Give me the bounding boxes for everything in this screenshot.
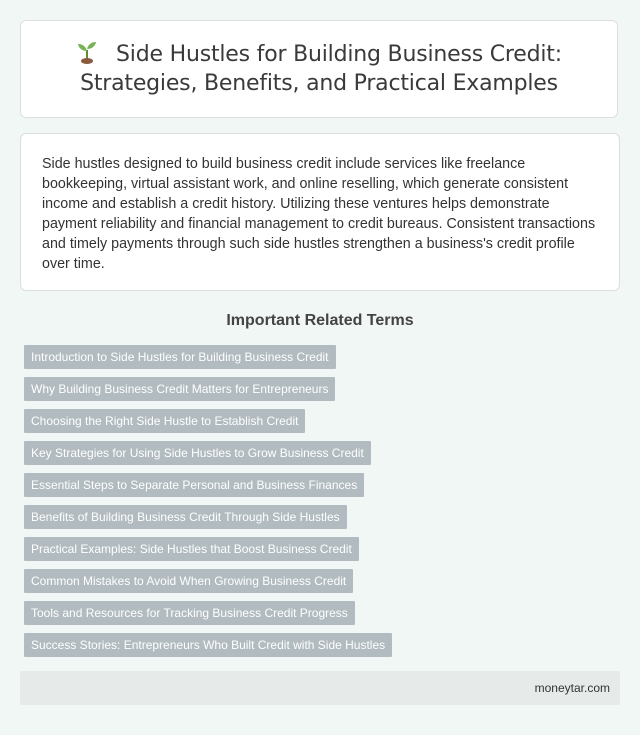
sprout-icon <box>76 40 98 64</box>
list-item <box>24 409 392 441</box>
list-item <box>24 569 392 601</box>
term-tag[interactable]: Key Strategies for Using Side Hustles to Grow Business Credit <box>24 441 371 465</box>
term-tag[interactable]: Common Mistakes to Avoid When Growing Business Credit <box>24 569 353 593</box>
title-card <box>20 20 618 118</box>
title-line-1: Side Hustles for Building Business Credit: <box>116 42 562 67</box>
page-title <box>76 40 562 98</box>
term-tag[interactable]: Essential Steps to Separate Personal and Business Finances <box>24 473 364 497</box>
summary-text: Side hustles designed to build business credit include services like freelance bookkeeping, virtual assistant work, and online reselling, which generate consistent income and establish a credit history. Utilizing these ventures helps demonstrate payment reliability and financial management to credit bureaus. Consistent transactions and timely payments through such side hustles strengthen a business's credit profile over time. <box>42 156 596 272</box>
list-item <box>24 537 392 569</box>
related-terms-list <box>24 345 392 665</box>
list-item <box>24 345 392 377</box>
source-label: moneytar.com <box>534 681 610 695</box>
list-item <box>24 505 392 537</box>
list-item <box>24 601 392 633</box>
list-item <box>24 377 392 409</box>
title-line-2: Strategies, Benefits, and Practical Examples <box>80 71 558 96</box>
term-tag[interactable]: Benefits of Building Business Credit Through Side Hustles <box>24 505 347 529</box>
list-item <box>24 633 392 665</box>
term-tag[interactable]: Why Building Business Credit Matters for Entrepreneurs <box>24 377 335 401</box>
list-item <box>24 473 392 505</box>
term-tag[interactable]: Success Stories: Entrepreneurs Who Built Credit with Side Hustles <box>24 633 392 657</box>
term-tag[interactable]: Introduction to Side Hustles for Building Business Credit <box>24 345 336 369</box>
term-tag[interactable]: Choosing the Right Side Hustle to Establish Credit <box>24 409 305 433</box>
list-item <box>24 441 392 473</box>
summary-card <box>20 133 620 291</box>
related-terms-heading: Important Related Terms <box>226 312 414 329</box>
term-tag[interactable]: Tools and Resources for Tracking Business Credit Progress <box>24 601 355 625</box>
footer-bar <box>20 671 620 705</box>
term-tag[interactable]: Practical Examples: Side Hustles that Boost Business Credit <box>24 537 359 561</box>
